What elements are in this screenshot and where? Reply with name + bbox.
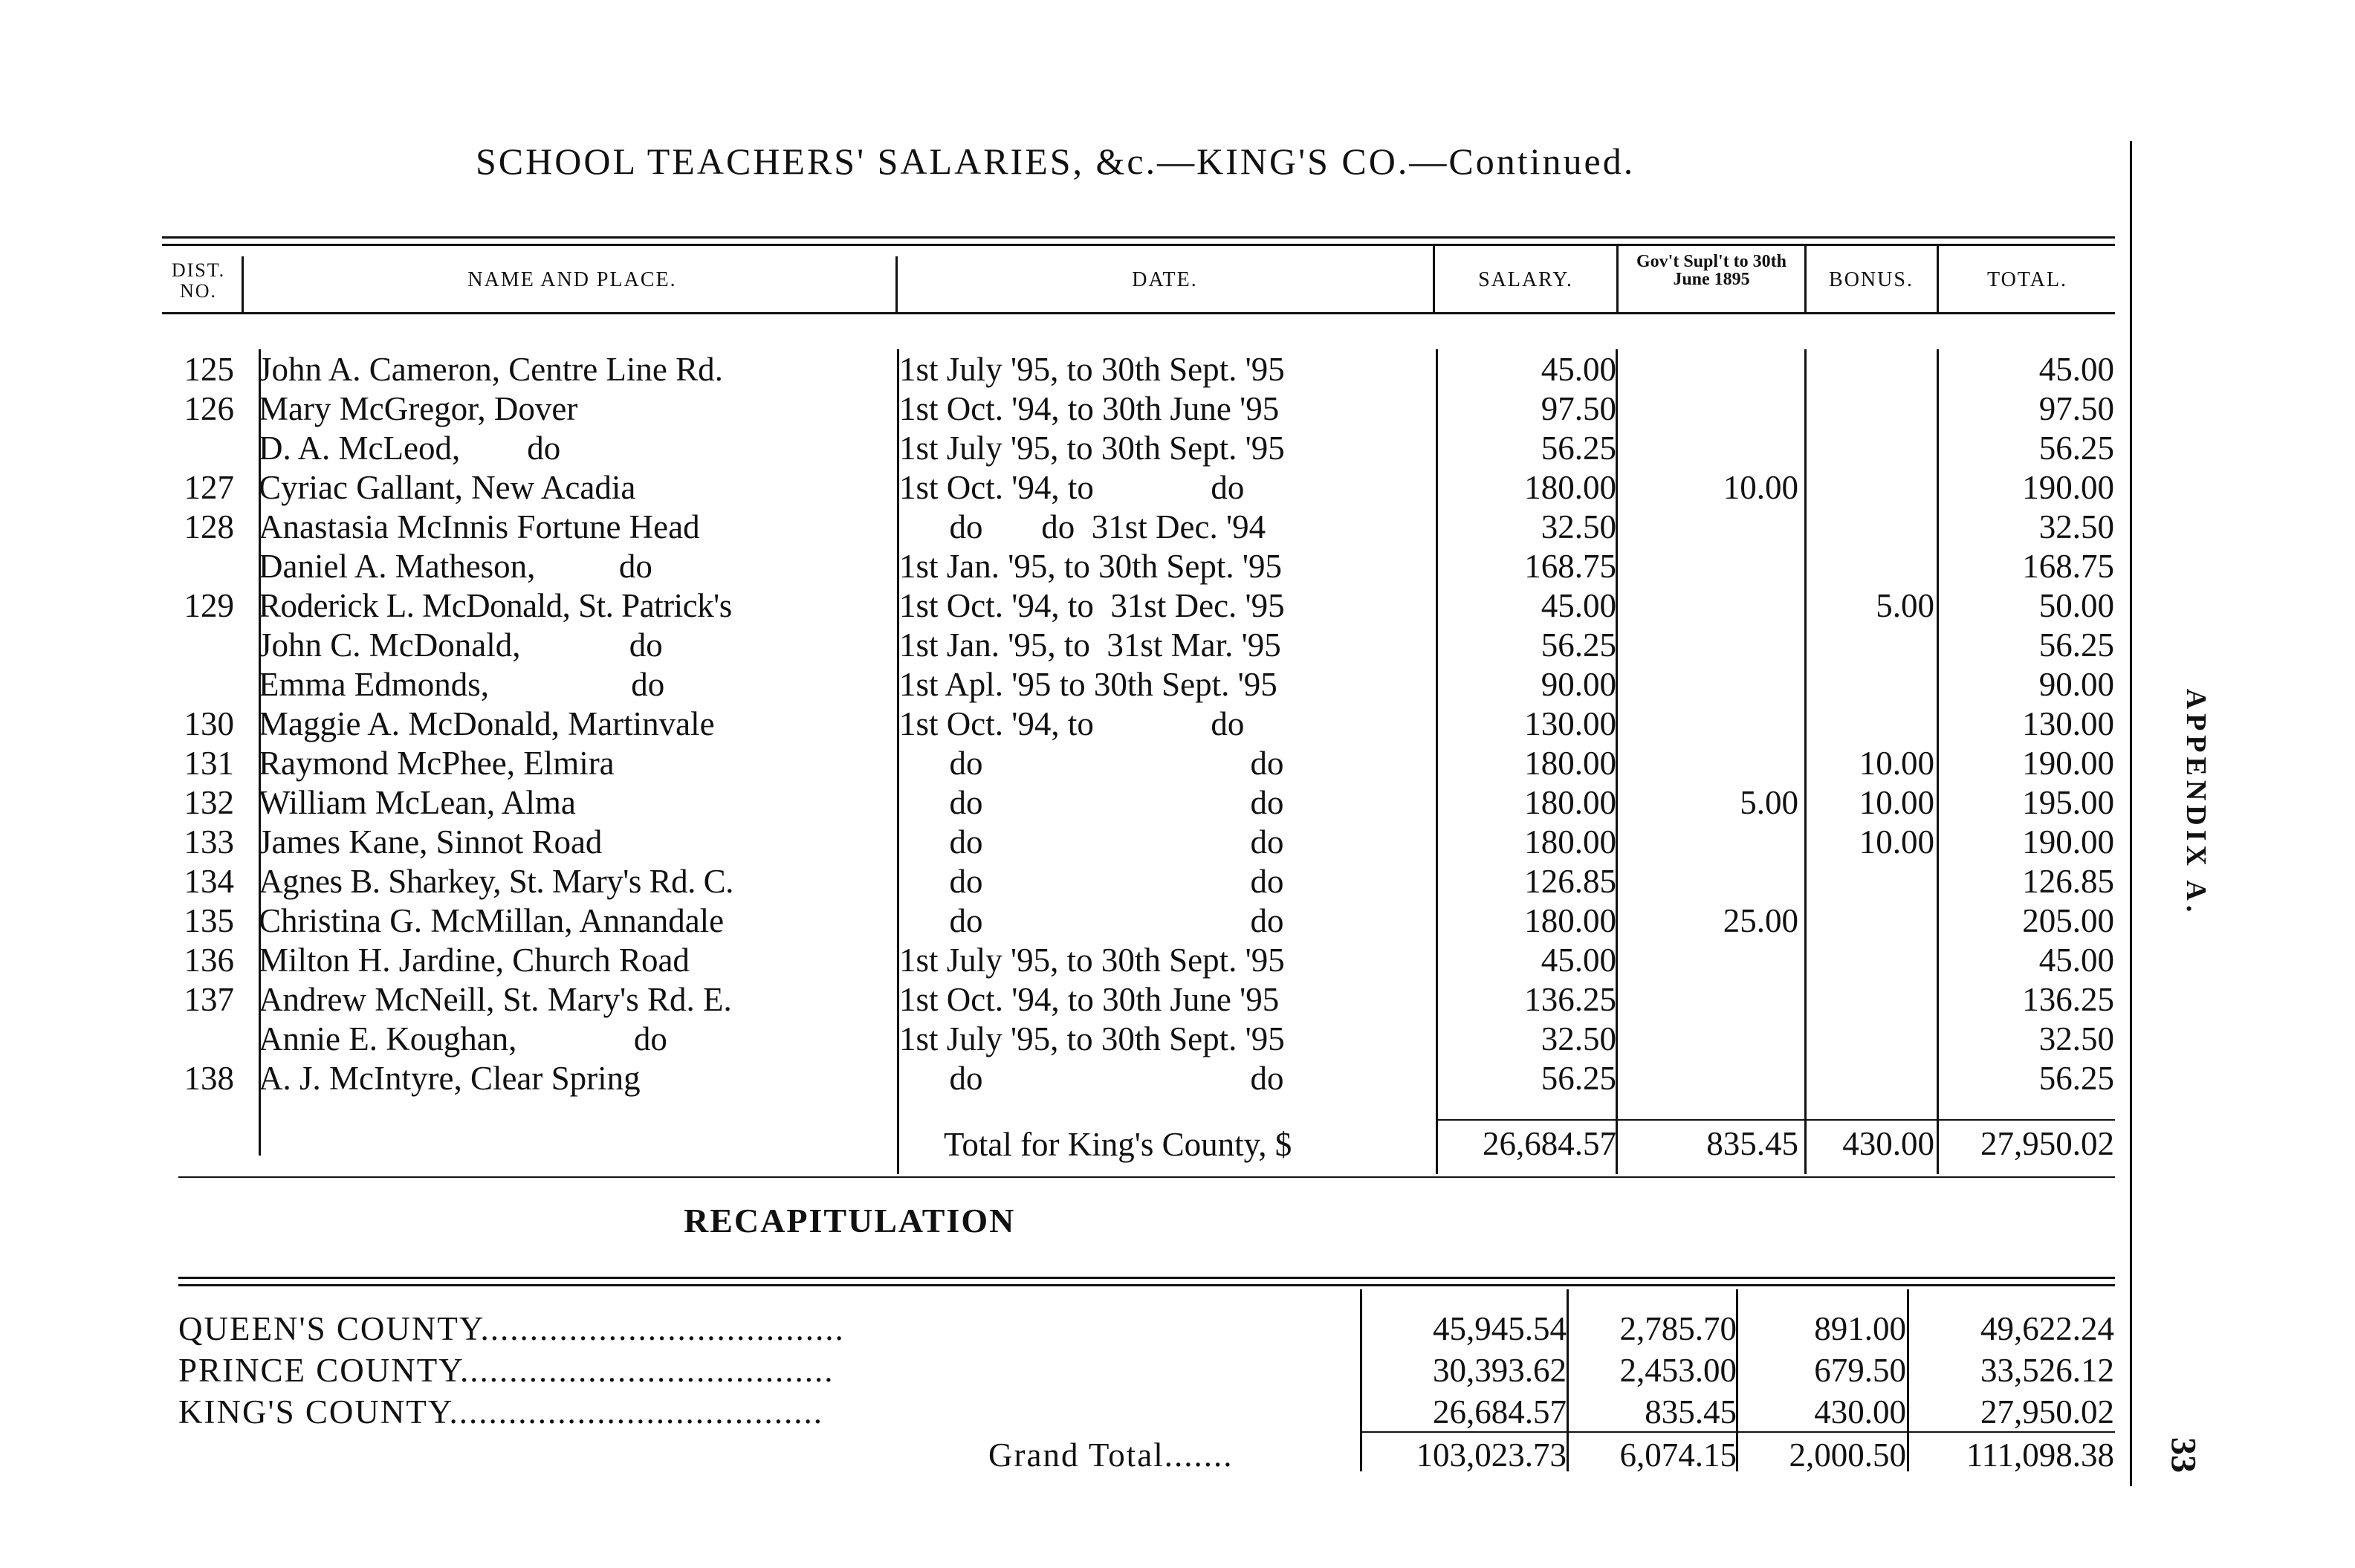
recap-county-label: QUEEN'S COUNTY..................................... [178,1310,845,1347]
county-total-bonus: 430.00 [1842,1125,1934,1162]
salary-value: 126.85 [1524,863,1616,900]
teacher-name-place: Cyriac Gallant, New Acadia [259,469,636,506]
county-total-label: Total for King's County, $ [944,1126,1292,1163]
header-dist-no: DIST. NO. [171,259,226,302]
dist-no: 133 [184,823,234,861]
date-range: 1st July '95, to 30th Sept. '95 [899,430,1285,467]
right-margin-rule [2130,141,2132,1486]
teacher-name-place: Raymond McPhee, Elmira [259,745,615,782]
table-row [0,625,2130,665]
total-value: 50.00 [2038,587,2114,624]
dist-no: 129 [184,587,234,624]
appendix-label: APPENDIX A. [2180,688,2212,917]
table-row [0,507,2130,547]
recap-gov: 2,785.70 [1619,1310,1737,1347]
recap-total: 27,950.02 [1980,1393,2114,1431]
teacher-name-place: James Kane, Sinnot Road [259,823,603,861]
table-row [0,467,2130,508]
date-range: 1st July '95, to 30th Sept. '95 [899,1020,1285,1057]
header-divider [895,256,898,314]
dist-no: 137 [184,981,234,1018]
table-row [0,940,2130,980]
teacher-name-place: Andrew McNeill, St. Mary's Rd. E. [259,981,732,1018]
teacher-name-place: John C. McDonald, do [259,626,663,664]
grand-total-salary: 103,023.73 [1416,1436,1567,1474]
date-range: do do [899,745,1284,782]
table-row [0,861,2130,901]
gov-suplt-value: 25.00 [1723,902,1798,939]
recap-bonus: 430.00 [1814,1393,1906,1431]
teacher-name-place: John A. Cameron, Centre Line Rd. [259,351,723,388]
teacher-name-place: Daniel A. Matheson, do [259,548,652,585]
teacher-name-place: Mary McGregor, Dover [259,390,578,427]
grand-total-total: 111,098.38 [1966,1436,2114,1474]
table-top-rule-2 [162,244,2115,246]
recap-bonus: 679.50 [1814,1352,1906,1389]
salary-value: 45.00 [1541,942,1616,979]
table-row [0,979,2130,1020]
table-top-rule [162,236,2115,239]
county-total-total: 27,950.02 [1980,1125,2114,1162]
table-row [0,783,2130,823]
total-value: 56.25 [2038,626,2114,664]
grand-total-label: Grand Total....... [988,1436,1234,1474]
salary-value: 180.00 [1524,745,1616,782]
gov-suplt-value: 10.00 [1723,469,1798,506]
salary-value: 97.50 [1541,390,1616,427]
total-value: 195.00 [2022,784,2114,821]
recap-county-label: KING'S COUNTY...................................... [178,1393,824,1431]
date-range: 1st July '95, to 30th Sept. '95 [899,351,1285,388]
total-value: 90.00 [2038,666,2114,703]
total-top-rule [1436,1119,2115,1121]
grand-total-rule [1360,1431,2115,1433]
teacher-name-place: Milton H. Jardine, Church Road [259,942,690,979]
bonus-value: 5.00 [1876,587,1934,624]
county-total-salary: 26,684.57 [1483,1125,1616,1162]
salary-value: 130.00 [1524,705,1616,742]
total-value: 190.00 [2022,745,2114,782]
salary-value: 180.00 [1524,823,1616,861]
salary-value: 180.00 [1524,469,1616,506]
bonus-value: 10.00 [1859,823,1934,861]
dist-no: 130 [184,705,234,742]
page-number: 33 [2163,1437,2203,1473]
date-range: do do 31st Dec. '94 [899,508,1266,545]
recap-row [0,1308,2130,1350]
table-row [0,586,2130,626]
teacher-name-place: Maggie A. McDonald, Martinvale [259,705,715,742]
teacher-name-place: Emma Edmonds, do [259,666,665,703]
salary-value: 56.25 [1541,430,1616,467]
total-value: 130.00 [2022,705,2114,742]
total-value: 126.85 [2022,863,2114,900]
recap-salary: 26,684.57 [1433,1393,1567,1431]
date-range: 1st Oct. '94, to 30th June '95 [899,981,1280,1018]
total-value: 32.50 [2038,508,2114,545]
recap-row [0,1391,2130,1433]
recap-county-label: PRINCE COUNTY...................................... [178,1352,835,1389]
recap-total: 33,526.12 [1980,1352,2114,1389]
date-range: 1st July '95, to 30th Sept. '95 [899,942,1285,979]
date-range: do do [899,823,1284,861]
header-date: DATE. [1132,268,1198,291]
table-row [0,664,2130,704]
salary-value: 180.00 [1524,784,1616,821]
teacher-name-place: A. J. McIntyre, Clear Spring [259,1060,641,1097]
dist-no: 136 [184,942,234,979]
table-row [0,743,2130,783]
date-range: 1st Jan. '95, to 30th Sept. '95 [899,548,1282,585]
teacher-name-place: D. A. McLeod, do [259,430,561,467]
total-value: 32.50 [2038,1020,2114,1057]
dist-no: 131 [184,745,234,782]
salary-value: 32.50 [1541,508,1616,545]
recap-salary: 30,393.62 [1433,1352,1567,1389]
gov-suplt-value: 5.00 [1740,784,1798,821]
teacher-name-place: Christina G. McMillan, Annandale [259,902,725,939]
dist-no: 127 [184,469,234,506]
grand-total-row [0,1434,2130,1476]
table-row [0,1058,2130,1098]
header-divider [1937,245,1939,314]
total-value: 45.00 [2038,351,2114,388]
total-value: 56.25 [2038,1060,2114,1097]
dist-no: 132 [184,784,234,821]
total-value: 190.00 [2022,823,2114,861]
salary-value: 45.00 [1541,351,1616,388]
total-value: 136.25 [2022,981,2114,1018]
recap-gov: 835.45 [1645,1393,1737,1431]
table-row [0,546,2130,586]
recap-top-rule [178,1277,2115,1279]
teacher-name-place: Roderick L. McDonald, St. Patrick's [259,587,732,624]
salary-value: 168.75 [1524,548,1616,585]
salary-value: 90.00 [1541,666,1616,703]
grand-total-bonus: 2,000.50 [1789,1436,1906,1474]
date-range: do do [899,863,1284,900]
salary-value: 180.00 [1524,902,1616,939]
page-title: SCHOOL TEACHERS' SALARIES, &c.—KING'S CO.—Continued. [476,140,1636,182]
bonus-value: 10.00 [1859,745,1934,782]
recap-gov: 2,453.00 [1619,1352,1737,1389]
recapitulation-heading: RECAPITULATION [684,1202,1016,1240]
header-salary: SALARY. [1478,268,1573,291]
dist-no: 126 [184,390,234,427]
date-range: 1st Oct. '94, to 30th June '95 [899,390,1280,427]
teacher-name-place: William McLean, Alma [259,784,576,821]
bonus-value: 10.00 [1859,784,1934,821]
recap-top-rule-2 [178,1284,2115,1286]
total-value: 205.00 [2022,902,2114,939]
header-divider [242,256,244,314]
table-row [0,349,2130,389]
total-value: 56.25 [2038,430,2114,467]
total-value: 168.75 [2022,548,2114,585]
total-value: 45.00 [2038,942,2114,979]
header-divider [1433,245,1435,314]
salary-value: 56.25 [1541,626,1616,664]
recap-bonus: 891.00 [1814,1310,1906,1347]
teacher-name-place: Anastasia McInnis Fortune Head [259,508,700,545]
dist-no: 125 [184,351,234,388]
recap-row [0,1350,2130,1391]
header-bottom-rule [162,312,2115,314]
table-row [0,822,2130,862]
date-range: do do [899,1060,1284,1097]
total-value: 190.00 [2022,469,2114,506]
teacher-name-place: Annie E. Koughan, do [259,1020,667,1057]
date-range: do do [899,784,1284,821]
header-total: TOTAL. [1986,268,2067,291]
header-bonus: BONUS. [1829,268,1914,291]
date-range: 1st Oct. '94, to 31st Dec. '95 [899,587,1285,624]
dist-no: 138 [184,1060,234,1097]
date-range: 1st Apl. '95 to 30th Sept. '95 [899,666,1277,703]
dist-no: 128 [184,508,234,545]
date-range: do do [899,902,1284,939]
recap-salary: 45,945.54 [1433,1310,1567,1347]
table-row [0,704,2130,744]
grand-total-gov: 6,074.15 [1619,1436,1737,1474]
table-bottom-rule [178,1176,2115,1178]
salary-value: 56.25 [1541,1060,1616,1097]
date-range: 1st Jan. '95, to 31st Mar. '95 [899,626,1281,664]
table-row [0,428,2130,468]
total-value: 97.50 [2038,390,2114,427]
date-range: 1st Oct. '94, to do [899,469,1245,506]
header-name: NAME AND PLACE. [467,268,677,291]
salary-value: 32.50 [1541,1020,1616,1057]
date-range: 1st Oct. '94, to do [899,705,1245,742]
county-total-row [0,1124,2130,1164]
salary-value: 136.25 [1524,981,1616,1018]
recap-total: 49,622.24 [1980,1310,2114,1347]
dist-no: 134 [184,863,234,900]
dist-no: 135 [184,902,234,939]
county-total-gov: 835.45 [1706,1125,1798,1162]
teacher-name-place: Agnes B. Sharkey, St. Mary's Rd. C. [259,863,733,900]
table-row [0,389,2130,429]
table-row [0,1019,2130,1059]
header-gov-suplt: Gov't Supl't to 30th June 1895 [1636,252,1787,289]
table-row [0,901,2130,941]
salary-value: 45.00 [1541,587,1616,624]
